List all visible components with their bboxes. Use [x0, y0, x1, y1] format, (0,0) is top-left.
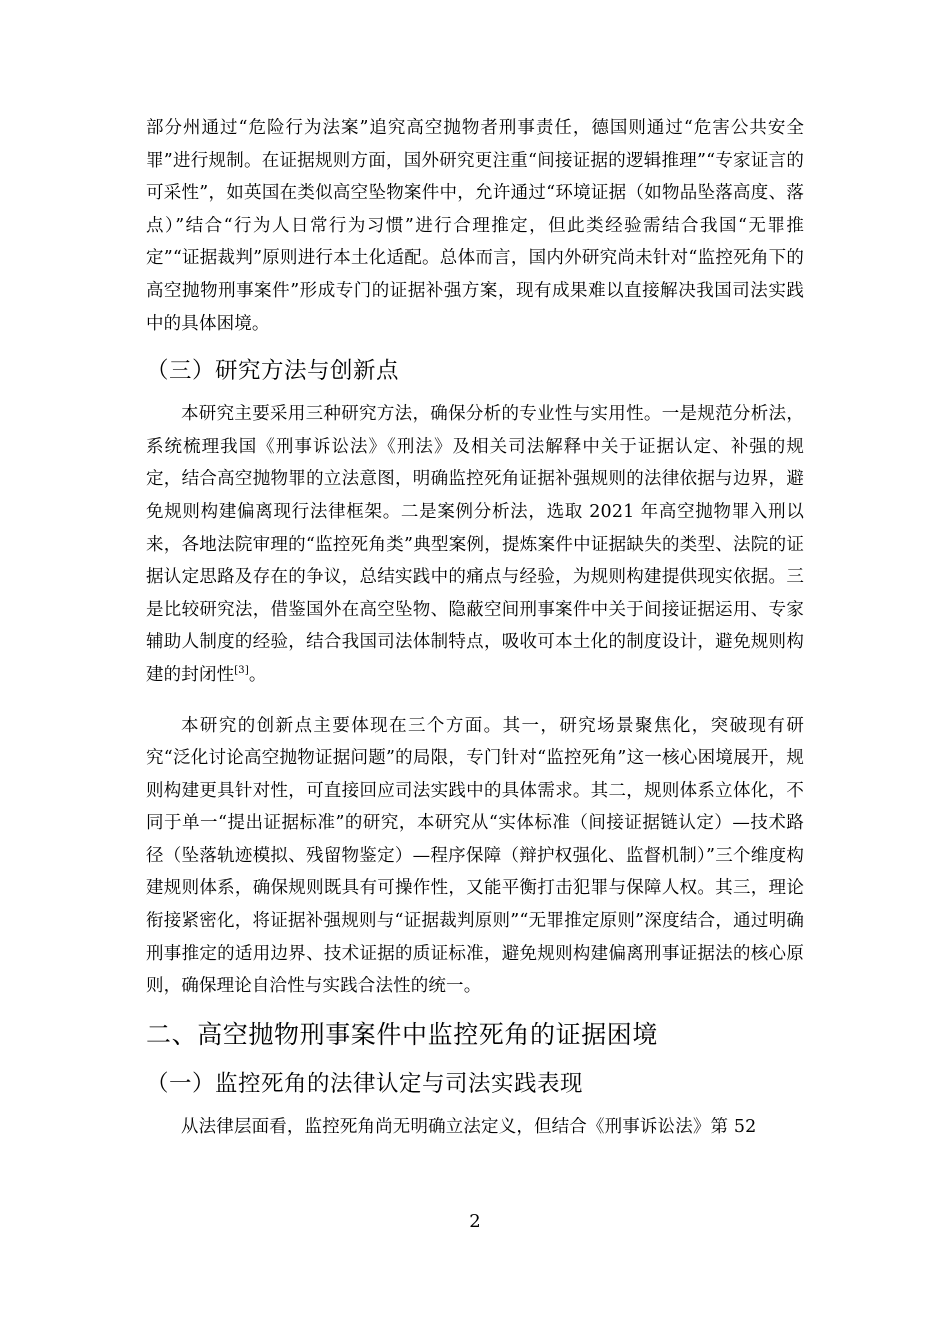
section-heading-methods: （三）研究方法与创新点 — [146, 358, 400, 385]
paragraph-legal-level: 从法律层面看，监控死角尚无明确立法定义，但结合《刑事诉讼法》第 52 — [181, 1116, 757, 1137]
citation-reference: [3] — [234, 665, 249, 677]
paragraph-research-methods-text: 本研究主要采用三种研究方法，确保分析的专业性与实用性。一是规范分析法，系统梳理我国《刑事诉讼法》《刑法》及相关司法解释中关于证据认定、补强的规定，结合高空抛物罪的立法意图，明确监控死角证据补强规则的法律依据与边界，避免规则构建偏离现行法律框架。二是案例分析法，选取 2021 年高空抛物罪入刑以来，各地法院审理的“监控死角类”典型案例，提炼案件中证据缺失的类型、法院的证据认定思路及存在的争议，总结实践中的痛点与经验，为规则构建提供现实依据。三是比较研究法，借鉴国外在高空坠物、隐蔽空间刑事案件中关于间接证据运用、专家辅助人制度的经验，结合我国司法体制特点，吸收可本土化的制度设计，避免规则构建的封闭性 — [146, 404, 804, 685]
paragraph-innovation-points: 本研究的创新点主要体现在三个方面。其一，研究场景聚焦化，突破现有研究“泛化讨论高空抛物证据问题”的局限，专门针对“监控死角”这一核心困境展开，规则构建更具针对性，可直接回应司法实践中的具体需求。其二，规则体系立体化，不同于单一“提出证据标准”的研究，本研究从“实体标准（间接证据链认定）—技术路径（坠落轨迹模拟、残留物鉴定）—程序保障（辩护权强化、监督机制）”三个维度构建规则体系，确保规则既具有可操作性，又能平衡打击犯罪与保障人权。其三，理论衔接紧密化，将证据补强规则与“证据裁判原则”“无罪推定原则”深度结合，通过明确刑事推定的适用边界、技术证据的质证标准，避免规则构建偏离刑事证据法的核心原则，确保理论自洽性与实践合法性的统一。 — [146, 715, 804, 997]
paragraph-research-methods — [146, 398, 804, 691]
section-heading-legal-definition: （一）监控死角的法律认定与司法实践表现 — [146, 1070, 584, 1097]
paragraph-research-methods-end: 。 — [248, 664, 267, 685]
page-number: 2 — [469, 1211, 481, 1232]
chapter-heading: 二、高空抛物刑事案件中监控死角的证据困境 — [146, 1019, 659, 1049]
page-body — [146, 112, 804, 1143]
paragraph-foreign-research: 部分州通过“危险行为法案”追究高空抛物者刑事责任，德国则通过“危害公共安全罪”进行规制。在证据规则方面，国外研究更注重“间接证据的逻辑推理”“专家证言的可采性”，如英国在类似高空坠物案件中，允许通过“环境证据（如物品坠落高度、落点）”结合“行为人日常行为习惯”进行合理推定，但此类经验需结合我国“无罪推定”“证据裁判”原则进行本土化适配。总体而言，国内外研究尚未针对“监控死角下的高空抛物刑事案件”形成专门的证据补强方案，现有成果难以直接解决我国司法实践中的具体困境。 — [146, 118, 804, 334]
